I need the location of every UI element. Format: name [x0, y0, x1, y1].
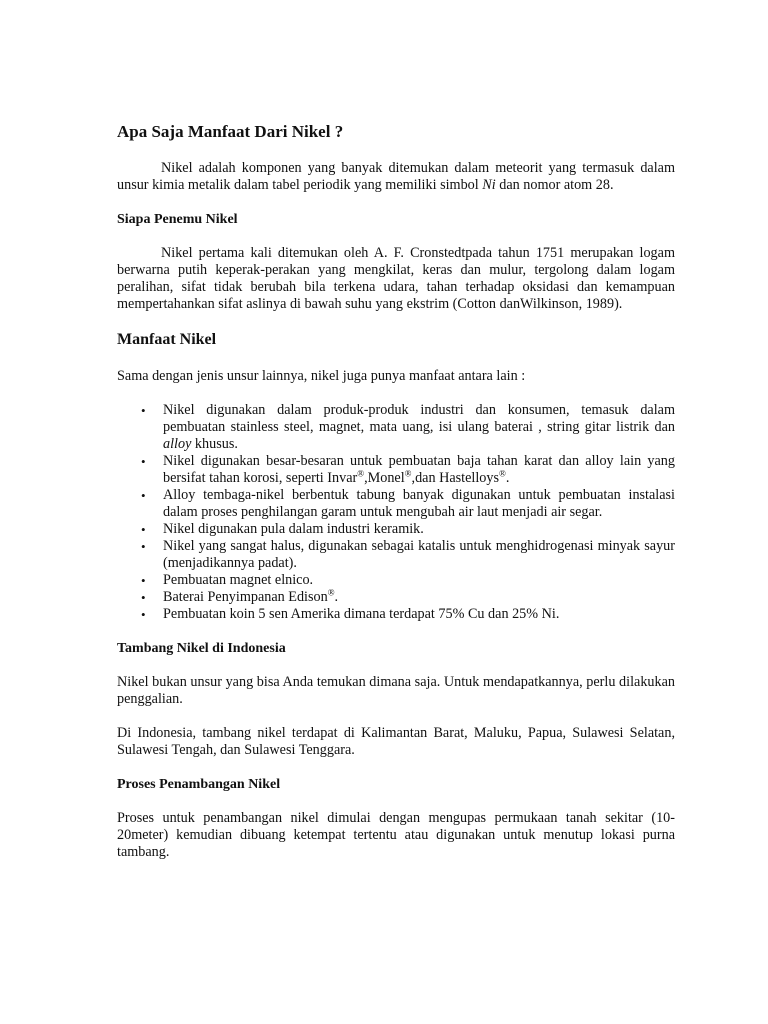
heading-proses-penambangan: Proses Penambangan Nikel — [117, 777, 281, 792]
list-item: • Pembuatan magnet elnico. — [163, 572, 675, 589]
nickel-symbol: Ni — [482, 177, 496, 193]
list-item: • Nikel digunakan dalam produk-produk industri dan konsumen, temasuk dalam pembuatan stainless steel, magnet, mata uang, isi ulang baterai , string gitar listrik dan alloy khusus. — [163, 402, 675, 453]
alloy-term: alloy — [163, 436, 192, 452]
intro-paragraph — [117, 160, 675, 194]
intro-text-b: dan nomor atom 28. — [495, 177, 614, 193]
benefits-lead: Sama dengan jenis unsur lainnya, nikel juga punya manfaat antara lain : — [117, 368, 526, 384]
heading-tambang-indonesia: Tambang Nikel di Indonesia — [117, 641, 286, 656]
mining-paragraph-2: Di Indonesia, tambang nikel terdapat di Kalimantan Barat, Maluku, Papua, Sulawesi Selatan, Sulawesi Tengah, dan Sulawesi Tenggara. — [117, 725, 675, 758]
list-item: • Alloy tembaga-nikel berbentuk tabung banyak digunakan untuk pembuatan instalasi dalam proses penghilangan garam untuk mengubah air laut menjadi air segar. — [163, 487, 675, 521]
document-content — [117, 121, 675, 878]
registered-mark: ® — [499, 468, 506, 479]
mining-paragraph-1: Nikel bukan unsur yang bisa Anda temukan dimana saja. Untuk mendapatkannya, perlu dilakukan penggalian. — [117, 674, 675, 707]
benefits-list — [117, 402, 675, 623]
list-item: • Baterai Penyimpanan Edison®. — [163, 589, 675, 606]
list-item: • Nikel yang sangat halus, digunakan sebagai katalis untuk menghidrogenasi minyak sayur (menjadikannya padat). — [163, 538, 675, 572]
list-item: • Nikel digunakan pula dalam industri keramik. — [163, 521, 675, 538]
registered-mark: ® — [327, 587, 335, 598]
registered-mark: ® — [404, 468, 412, 479]
list-item: • Pembuatan koin 5 sen Amerika dimana terdapat 75% Cu dan 25% Ni. — [163, 606, 675, 623]
heading-manfaat-nikel: Manfaat Nikel — [117, 331, 217, 348]
discoverer-paragraph: Nikel pertama kali ditemukan oleh A. F. Cronstedtpada tahun 1751 merupakan logam berwarna putih keperak-perakan yang mengkilat, keras dan mulur, tergolong dalam logam peralihan, sifat tidak berubah bila terkena udara, tahan terhadap oksidasi dan kemampuan mempertahankan sifat aslinya di bawah suhu yang ekstrim (Cotton danWilkinson, 1989). — [117, 245, 675, 312]
list-item: • Nikel digunakan besar-besaran untuk pembuatan baja tahan karat dan alloy lain yang bersifat tahan korosi, seperti Invar®,Monel®,dan Hastelloys®. — [163, 453, 675, 487]
document-title: Apa Saja Manfaat Dari Nikel ? — [117, 122, 344, 141]
intro-text-a: Nikel adalah komponen yang banyak ditemukan dalam meteorit yang termasuk dalam unsur kimia metalik dalam tabel periodik yang memiliki simbol — [117, 160, 675, 193]
registered-mark: ® — [357, 468, 365, 479]
process-paragraph: Proses untuk penambangan nikel dimulai dengan mengupas permukaan tanah sekitar (10-20meter) kemudian dibuang ketempat tertentu atau digunakan untuk menutup lokasi purna tambang. — [117, 810, 675, 860]
heading-siapa-penemu: Siapa Penemu Nikel — [117, 212, 238, 227]
